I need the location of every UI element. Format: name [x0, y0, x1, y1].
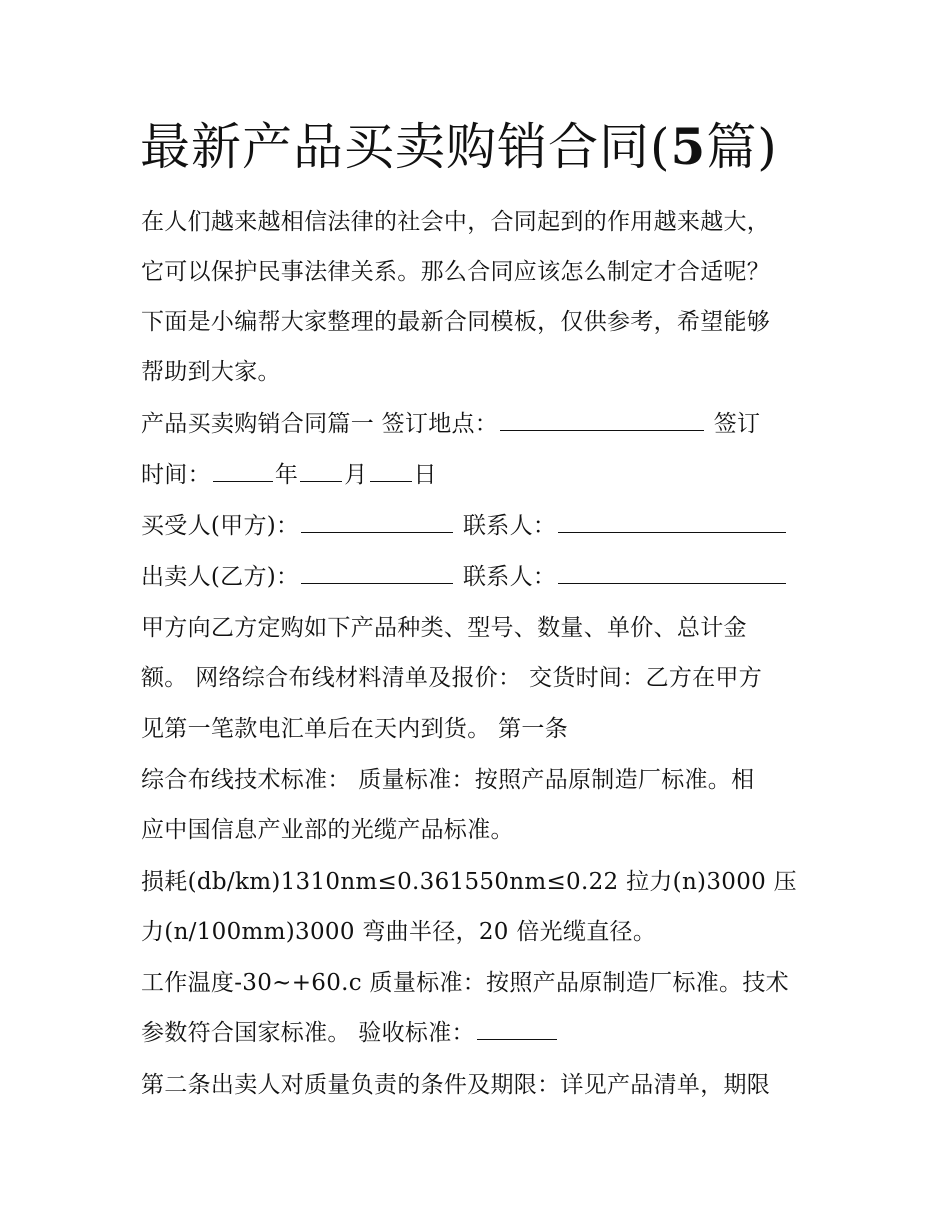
- blank-field: [370, 459, 412, 482]
- blank-field: [300, 459, 342, 482]
- paragraph-line: 力(n/100mm)3000 弯曲半径，20 倍光缆直径。: [141, 919, 657, 945]
- blank-field: [558, 510, 786, 533]
- sign-place-line: 产品买卖购销合同篇一 签订地点： 签订: [141, 408, 821, 440]
- paragraph-line: 额。 网络综合布线材料清单及报价： 交货时间：乙方在甲方: [141, 665, 763, 691]
- blank-field: [301, 561, 453, 584]
- paragraph-line: 甲方向乙方定购如下产品种类、型号、数量、单价、总计金: [141, 615, 747, 641]
- paragraph-line: 它可以保护民事法律关系。那么合同应该怎么制定才合适呢？: [141, 259, 771, 285]
- sign-time-line: 时间： 年 月 日: [141, 459, 821, 491]
- paragraph-line: 帮助到大家。: [141, 359, 281, 385]
- document-title: 最新产品买卖购销合同(5篇): [140, 117, 778, 176]
- blank-field: [213, 459, 273, 482]
- paragraph-line: 损耗(db/km)1310nm≤0.361550nm≤0.22 拉力(n)3000 压: [141, 869, 797, 895]
- blank-field: [558, 561, 786, 584]
- paragraph-line: 工作温度-30~+60.c 质量标准：按照产品原制造厂标准。技术: [141, 970, 789, 996]
- paragraph-line: 第二条出卖人对质量负责的条件及期限：详见产品清单，期限: [141, 1072, 771, 1098]
- paragraph-line: 应中国信息产业部的光缆产品标准。: [141, 817, 514, 843]
- buyer-line: 买受人(甲方)： 联系人：: [141, 510, 821, 542]
- blank-field: [500, 408, 704, 431]
- paragraph-line: 综合布线技术标准： 质量标准：按照产品原制造厂标准。相: [141, 767, 755, 793]
- paragraph-line: 下面是小编帮大家整理的最新合同模板，仅供参考，希望能够: [141, 309, 771, 335]
- blank-field: [301, 510, 453, 533]
- seller-line: 出卖人(乙方)： 联系人：: [141, 561, 821, 593]
- blank-field: [477, 1017, 557, 1040]
- acceptance-line: 参数符合国家标准。 验收标准：: [141, 1017, 821, 1049]
- paragraph-line: 见第一笔款电汇单后在天内到货。 第一条: [141, 716, 569, 742]
- paragraph-line: 在人们越来越相信法律的社会中，合同起到的作用越来越大，: [141, 209, 771, 235]
